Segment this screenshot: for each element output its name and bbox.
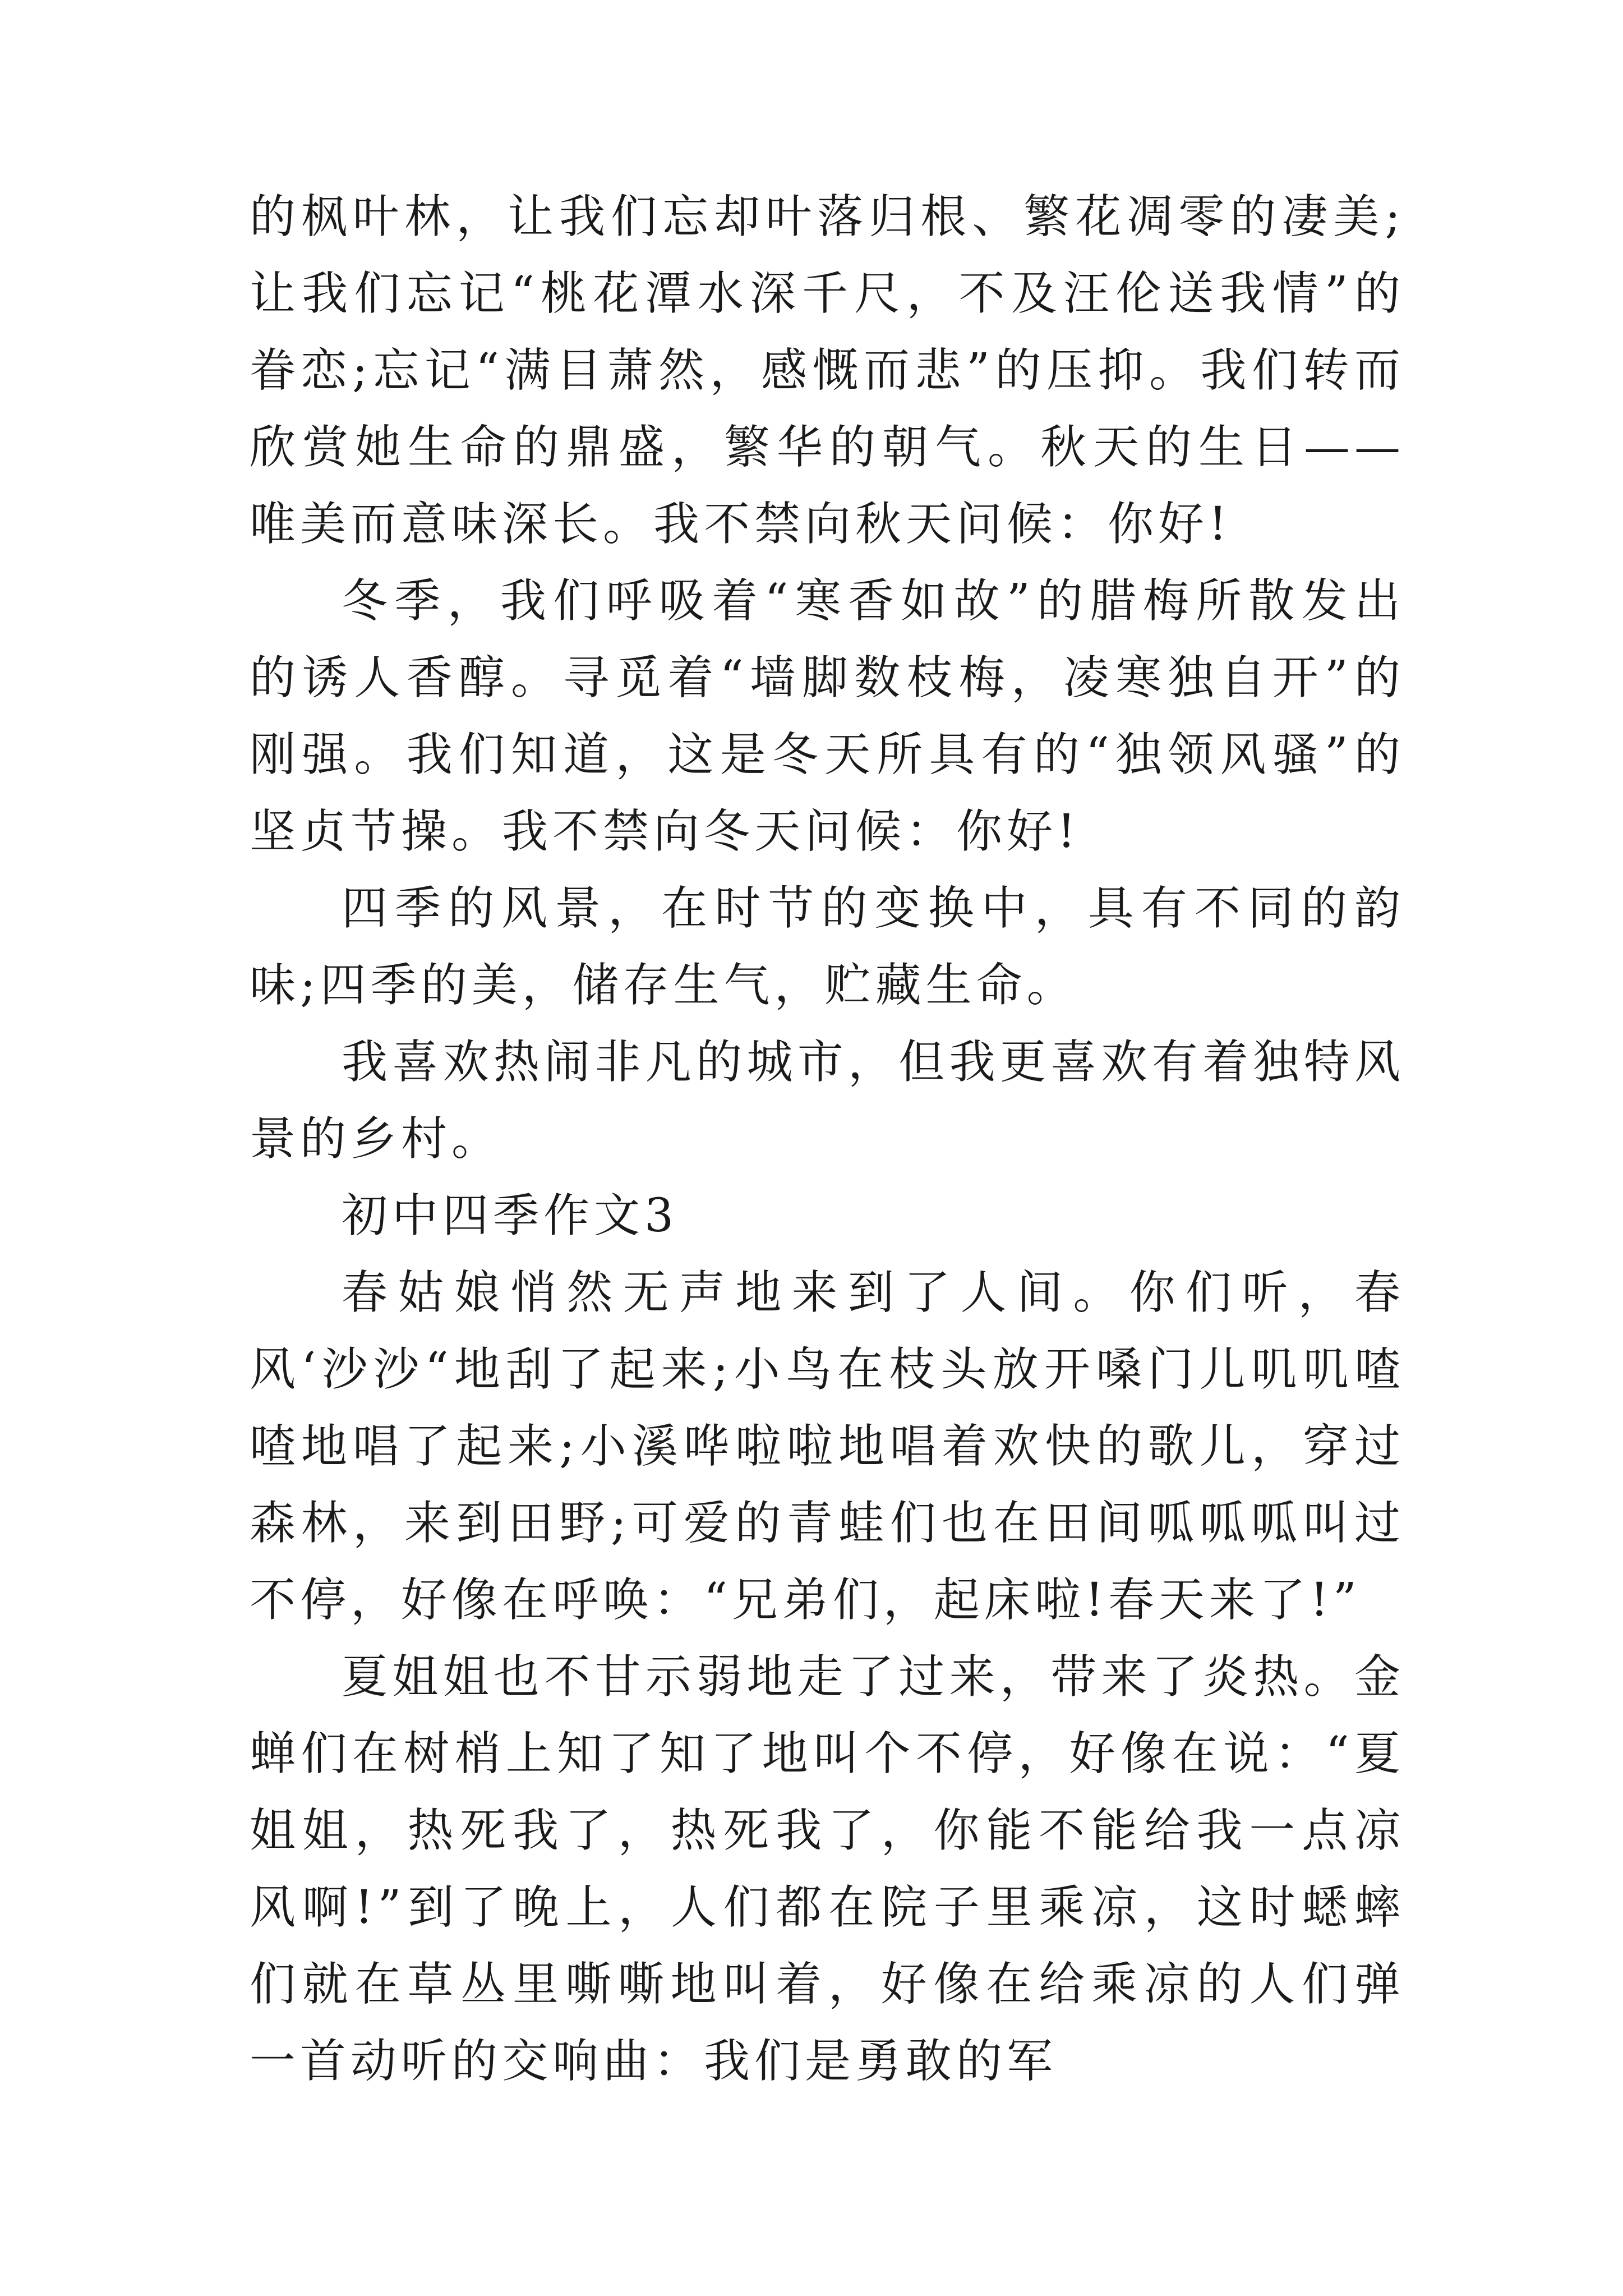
paragraph-spring: 春姑娘悄然无声地来到了人间。你们听，春风‘沙沙“地刮了起来;小鸟在枝头放开嗓门儿叽叽喳喳地唱了起来;小溪哗啦啦地唱着欢快的歌儿，穿过森林，来到田野;可爱的青蛙们也在田间呱呱呱叫过不停，好像在呼唤：“兄弟们，起床啦!春天来了!” bbox=[250, 1266, 1405, 1627]
paragraph-summer: 夏姐姐也不甘示弱地走了过来，带来了炎热。金蝉们在树梢上知了知了地叫个不停，好像在说：“夏姐姐，热死我了，热死我了，你能不能给我一点凉风啊!”到了晚上，人们都在院子里乘凉，这时蟋蟀们就在草丛里嘶嘶地叫着，好像在给乘凉的人们弹一首动听的交响曲：我们是勇敢的军 bbox=[250, 1650, 1405, 2088]
paragraph-autumn-continued: 的枫叶林，让我们忘却叶落归根、繁花凋零的凄美;让我们忘记“桃花潭水深千尺，不及汪伦送我情”的眷恋;忘记“满目萧然，感慨而悲”的压抑。我们转而欣赏她生命的鼎盛，繁华的朝气。秋天的生日——唯美而意味深长。我不禁向秋天问候：你好! bbox=[250, 190, 1405, 551]
paragraph-winter: 冬季，我们呼吸着“寒香如故”的腊梅所散发出的诱人香醇。寻觅着“墙脚数枝梅，凌寒独自开”的刚强。我们知道，这是冬天所具有的“独领风骚”的坚贞节操。我不禁向冬天问候：你好! bbox=[250, 574, 1405, 858]
paragraph-four-seasons: 四季的风景，在时节的变换中，具有不同的韵味;四季的美，储存生气，贮藏生命。 bbox=[250, 882, 1405, 1012]
document-body bbox=[250, 178, 1405, 2100]
essay-heading: 初中四季作文3 bbox=[342, 1189, 679, 1243]
paragraph-city-village: 我喜欢热闹非凡的城市，但我更喜欢有着独特风景的乡村。 bbox=[250, 1036, 1405, 1166]
